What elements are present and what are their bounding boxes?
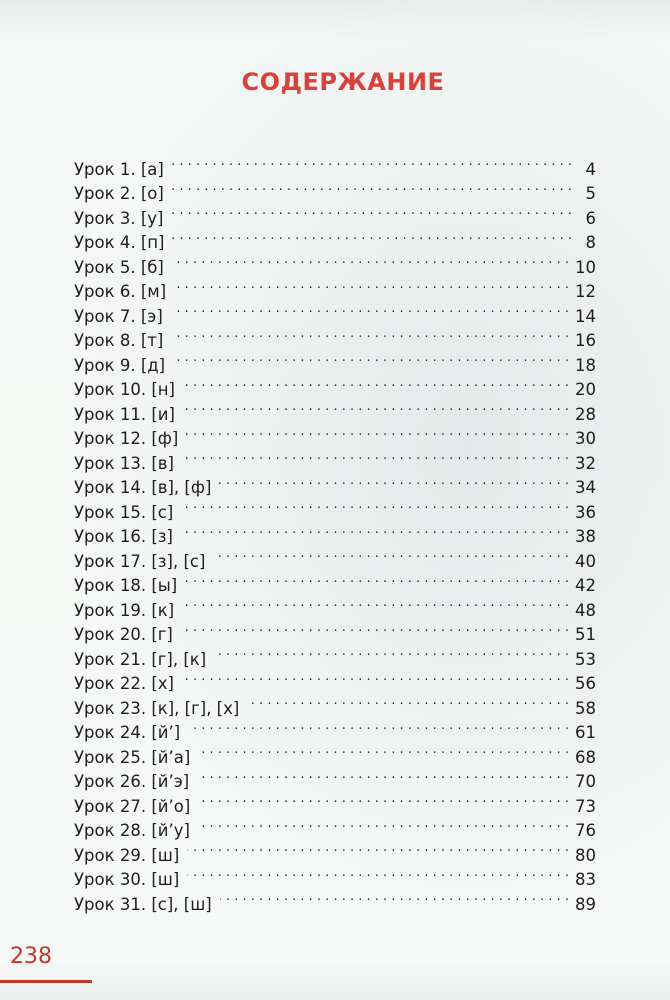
toc-dot-leader (197, 763, 569, 788)
toc-entry-lesson: Урок 20. [г] (74, 625, 173, 645)
toc-dot-leader (174, 273, 569, 298)
toc-entry-page: 80 (575, 845, 596, 865)
toc-entry-lesson: Урок 9. [д] (74, 355, 166, 375)
toc-dot-leader (172, 248, 569, 273)
toc-entry-lesson: Урок 30. [ш] (74, 870, 180, 890)
toc-dot-leader (172, 224, 572, 249)
toc-entry-page: 34 (575, 478, 596, 498)
toc-dot-leader (198, 812, 569, 837)
toc-dot-leader (171, 297, 569, 322)
toc-dot-leader (182, 665, 569, 690)
toc-entry-page: 68 (575, 747, 596, 767)
toc-entry-lesson: Урок 31. [с], [ш] (74, 894, 212, 914)
toc-entry-page: 5 (585, 184, 596, 204)
toc-entry-lesson: Урок 1. [а] (74, 159, 164, 179)
toc-entry-lesson: Урок 7. [э] (74, 306, 163, 326)
toc-entry-lesson: Урок 29. [ш] (74, 845, 180, 865)
toc-entry-page: 73 (575, 796, 596, 816)
toc-entry-page: 61 (575, 723, 596, 743)
toc-entry-page: 70 (575, 772, 596, 792)
toc-entry-page: 42 (575, 576, 596, 596)
toc-dot-leader (187, 861, 569, 886)
toc-entry-lesson: Урок 11. [и] (74, 404, 175, 424)
toc-dot-leader (173, 346, 569, 371)
toc-dot-leader (213, 542, 569, 567)
toc-entry-lesson: Урок 18. [ы] (74, 576, 178, 596)
toc-entry-lesson: Урок 15. [с] (74, 502, 174, 522)
toc-entry-lesson: Урок 3. [у] (74, 208, 164, 228)
toc-entry-page: 48 (575, 600, 596, 620)
toc-entry-lesson: Урок 22. [х] (74, 674, 174, 694)
toc-entry-page: 56 (575, 674, 596, 694)
toc-entry (74, 150, 596, 179)
toc-entry-page: 20 (575, 380, 596, 400)
toc-entry-page: 40 (575, 551, 596, 571)
toc-entry-lesson: Урок 13. [в] (74, 453, 174, 473)
toc-dot-leader (172, 150, 572, 175)
toc-entry-page: 4 (585, 159, 596, 179)
toc-dot-leader (181, 518, 569, 543)
page-title: СОДЕРЖАНИЕ (241, 68, 445, 96)
toc-entry-page: 51 (575, 625, 596, 645)
toc-entry-page: 83 (575, 870, 596, 890)
toc-entry-lesson: Урок 10. [н] (74, 380, 175, 400)
toc-dot-leader (181, 616, 569, 641)
toc-entry-page: 6 (585, 208, 596, 228)
toc-entry-lesson: Урок 12. [ф] (74, 429, 179, 449)
toc-entry-lesson: Урок 6. [м] (74, 282, 167, 302)
toc-entry-page: 89 (575, 894, 596, 914)
page-number: 238 (10, 944, 52, 969)
toc-entry-lesson: Урок 25. [й’а] (74, 747, 191, 767)
toc-dot-leader (181, 493, 569, 518)
toc-entry-lesson: Урок 21. [г], [к] (74, 649, 207, 669)
toc-entry-lesson: Урок 5. [б] (74, 257, 164, 277)
toc-dot-leader (214, 640, 569, 665)
toc-entry-page: 76 (575, 821, 596, 841)
toc-dot-leader (219, 469, 569, 494)
toc-dot-leader (182, 444, 569, 469)
toc-entry-lesson: Урок 2. [о] (74, 184, 164, 204)
toc-entry-lesson: Урок 17. [з], [с] (74, 551, 206, 571)
toc-entry-lesson: Урок 16. [з] (74, 527, 173, 547)
toc-dot-leader (172, 175, 572, 200)
toc-dot-leader (198, 738, 569, 763)
toc-dot-leader (183, 395, 569, 420)
toc-entry-page: 28 (575, 404, 596, 424)
toc-dot-leader (220, 885, 569, 910)
toc-entry-lesson: Урок 28. [й’у] (74, 821, 190, 841)
page-number-rule (0, 980, 92, 983)
toc-dot-leader (188, 714, 569, 739)
toc-dot-leader (171, 322, 569, 347)
toc-dot-leader (186, 420, 569, 445)
toc-dot-leader (183, 371, 569, 396)
toc-dot-leader (198, 787, 569, 812)
toc-entry-page: 38 (575, 527, 596, 547)
toc-entry-lesson: Урок 24. [й’] (74, 723, 181, 743)
toc-entry-page: 36 (575, 502, 596, 522)
toc-dot-leader (247, 689, 569, 714)
toc-entry-lesson: Урок 8. [т] (74, 331, 164, 351)
toc-entry-page: 16 (575, 331, 596, 351)
toc-entry-lesson: Урок 23. [к], [г], [х] (74, 698, 240, 718)
toc-entry-page: 30 (575, 429, 596, 449)
toc-entry-lesson: Урок 14. [в], [ф] (74, 478, 212, 498)
toc-entry-page: 10 (575, 257, 596, 277)
table-of-contents (74, 150, 596, 914)
toc-entry-lesson: Урок 26. [й’э] (74, 772, 190, 792)
toc-entry-lesson: Урок 19. [к] (74, 600, 175, 620)
toc-entry-lesson: Урок 27. [й’о] (74, 796, 191, 816)
toc-dot-leader (187, 836, 569, 861)
toc-entry-page: 53 (575, 649, 596, 669)
toc-dot-leader (182, 591, 569, 616)
toc-entry-page: 18 (575, 355, 596, 375)
toc-entry-lesson: Урок 4. [п] (74, 233, 165, 253)
toc-entry-page: 58 (575, 698, 596, 718)
toc-entry-page: 32 (575, 453, 596, 473)
toc-entry-page: 14 (575, 306, 596, 326)
toc-entry-page: 12 (575, 282, 596, 302)
toc-dot-leader (185, 567, 569, 592)
toc-dot-leader (171, 199, 572, 224)
toc-entry-page: 8 (585, 233, 596, 253)
